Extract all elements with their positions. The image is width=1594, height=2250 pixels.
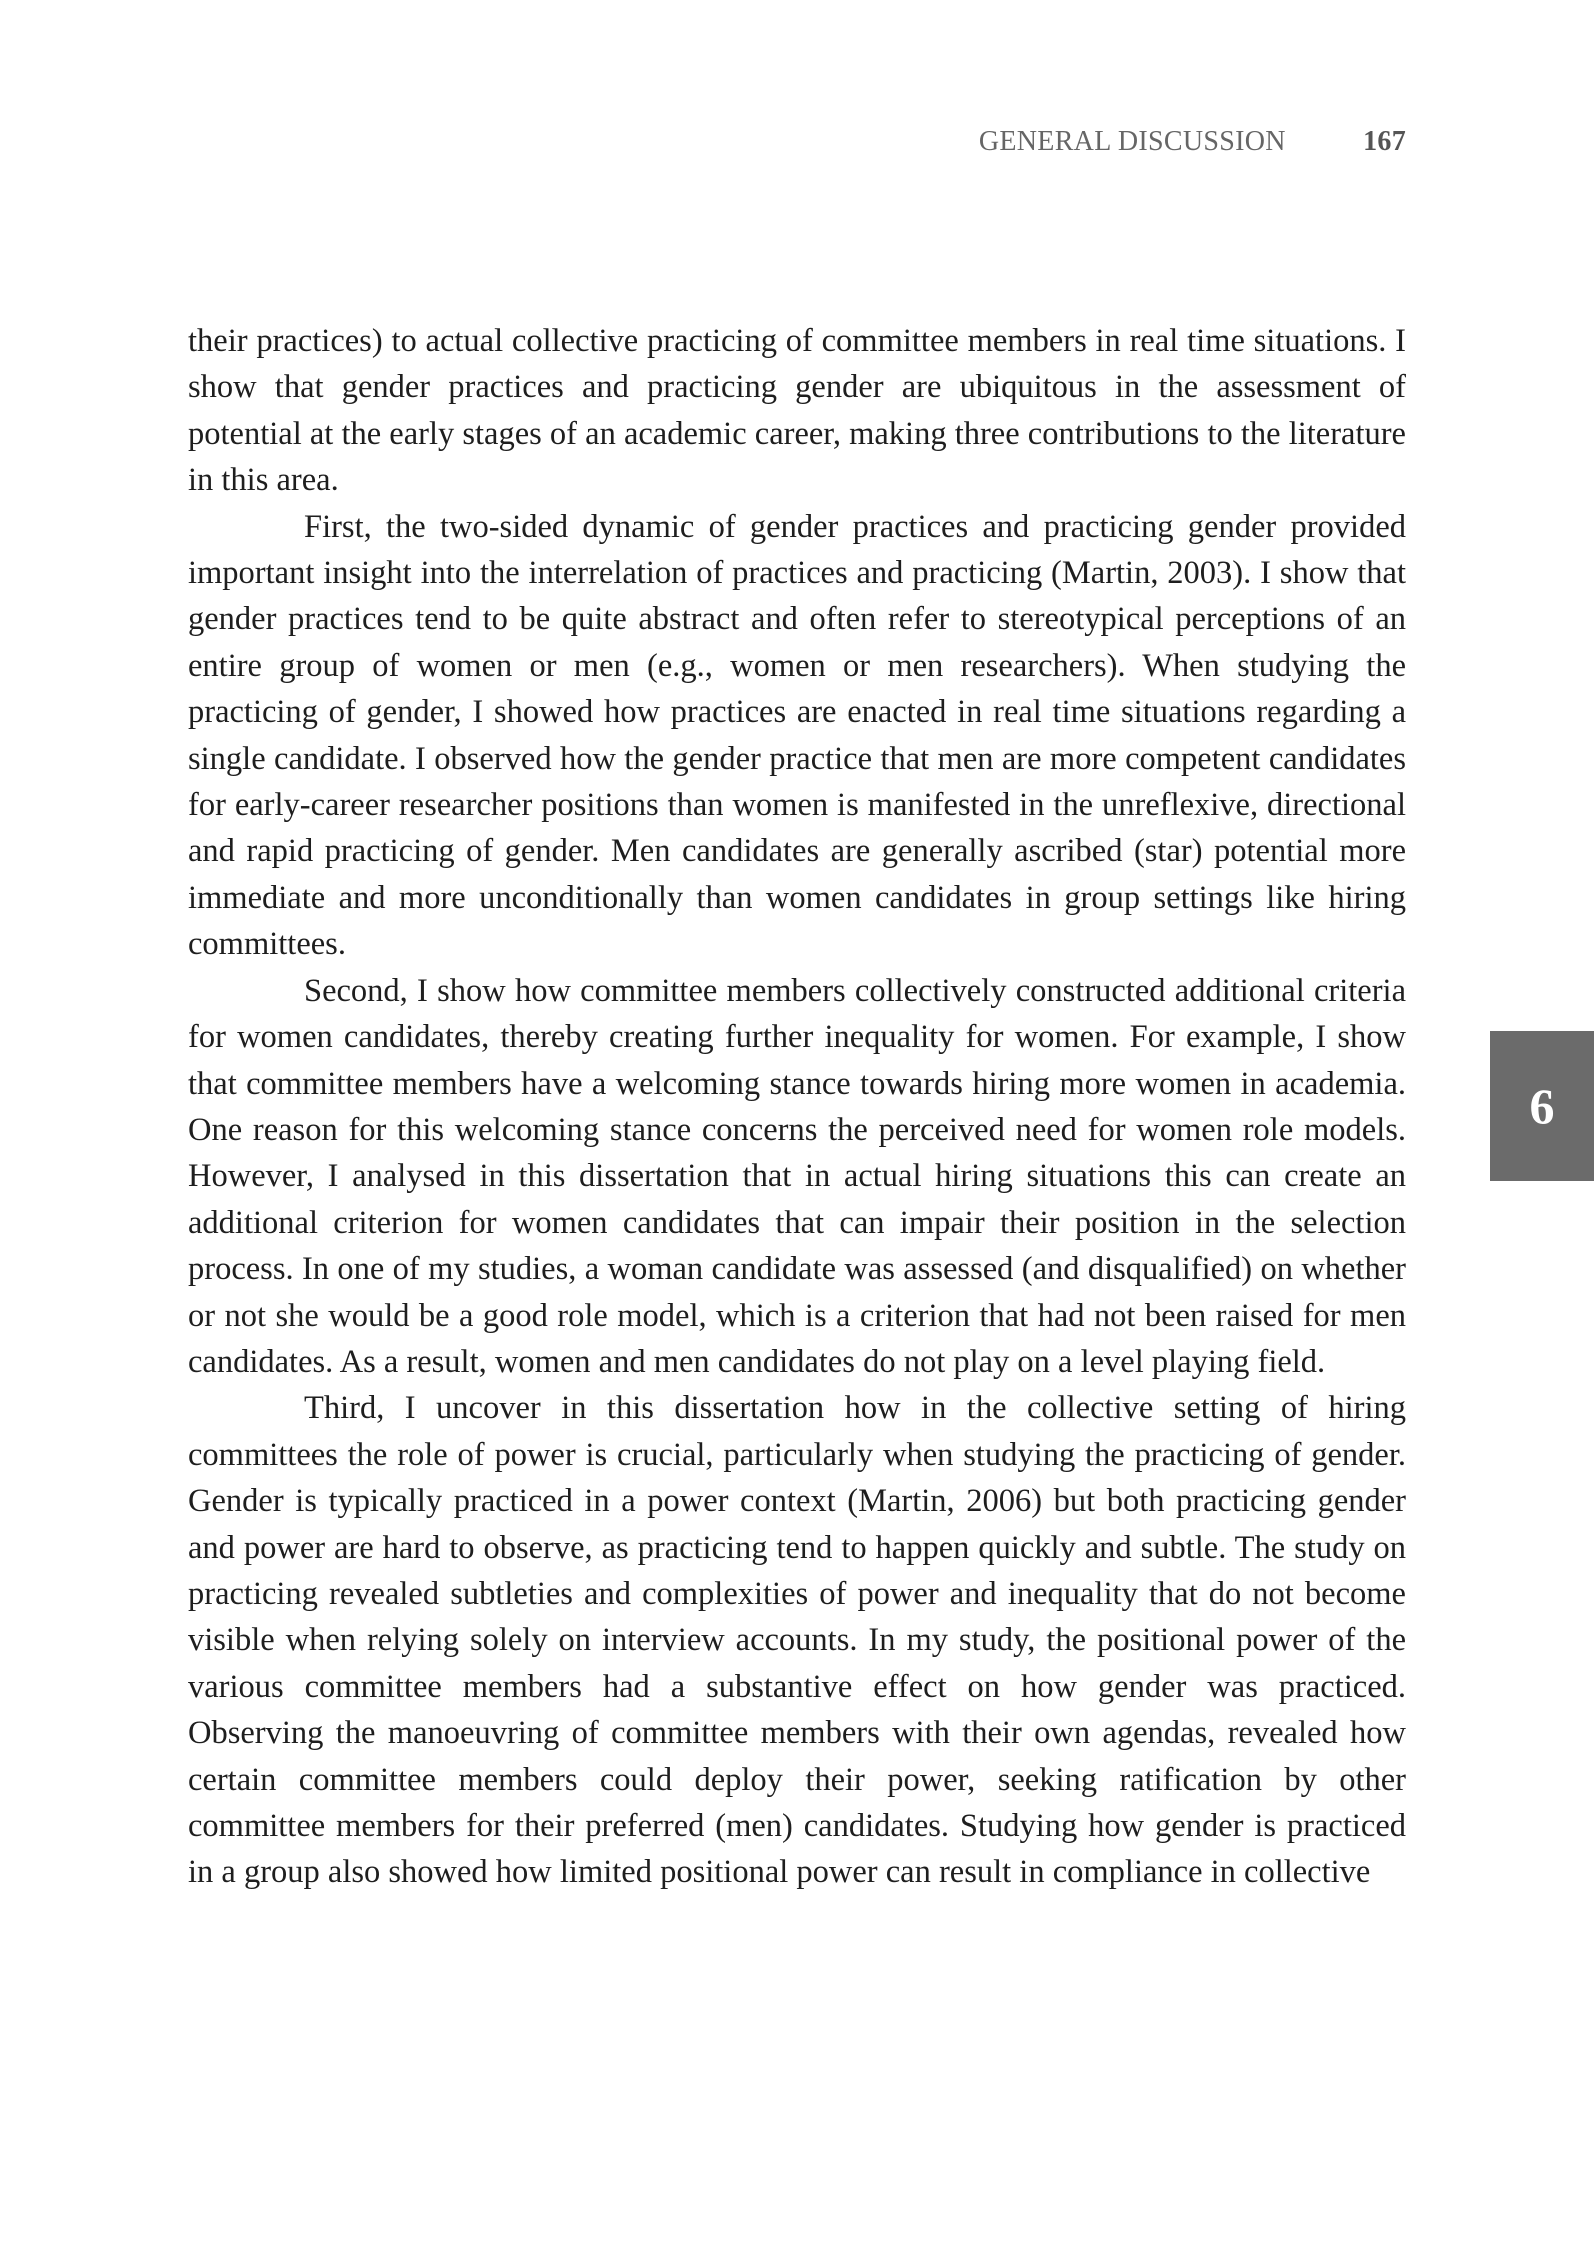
paragraph-first-contribution: First, the two-sided dynamic of gender practices and practicing gender provided important insight into the interrelation of practices and practicing (Martin, 2003). I show that gender practices tend to be quite abstract and often refer to stereotypical perceptions of an entire group of women or men (e.g., women or men researchers). When studying the practicing of gender, I showed how practices are enacted in real time situations regarding a single candidate. I observed how the gender practice that men are more competent candidates for early-career researcher positions than women is manifested in the unreflexive, directional and rapid practicing of gender. Men candidates are generally ascribed (star) potential more immediate and more unconditionally than women candidates in group settings like hiring committees.: [188, 508, 1406, 963]
paragraph-continuation: their practices) to actual collective practicing of committee members in real time situations. I show that gender practices and practicing gender are ubiquitous in the assessment of potential at the early stages of an academic career, making three contributions to the literature in this area.: [188, 323, 1406, 499]
page-number: 167: [1363, 126, 1406, 157]
body-text: [188, 318, 1406, 1896]
chapter-number: 6: [1529, 1078, 1555, 1134]
paragraph-second-contribution: Second, I show how committee members collectively constructed additional criteria for women candidates, thereby creating further inequality for women. For example, I show that committee members have a welcoming stance towards hiring more women in academia. One reason for this welcoming stance concerns the perceived need for women role models. However, I analysed in this dissertation that in actual hiring situations this can create an additional criterion for women candidates that can impair their position in the selection process. In one of my studies, a woman candidate was assessed (and disqualified) on whether or not she would be a good role model, which is a criterion that had not been raised for men candidates. As a result, women and men candidates do not play on a level playing field.: [188, 972, 1406, 1380]
running-header: [979, 126, 1406, 158]
chapter-tab: [1490, 1031, 1594, 1181]
paragraph-third-contribution: Third, I uncover in this dissertation how in the collective setting of hiring committees the role of power is crucial, particularly when studying the practicing of gender. Gender is typically practiced in a power context (Martin, 2006) but both practicing gender and power are hard to observe, as practicing tend to happen quickly and subtle. The study on practicing revealed subtleties and complexities of power and inequality that do not become visible when relying solely on interview accounts. In my study, the positional power of the various committee members had a substantive effect on how gender was practiced. Observing the manoeuvring of committee members with their own agendas, revealed how certain committee members could deploy their power, seeking ratification by other committee members for their preferred (men) candidates. Studying how gender is practiced in a group also showed how limited positional power can result in compliance in collective: [188, 1390, 1406, 1891]
section-title: GENERAL DISCUSSION: [978, 126, 1286, 157]
